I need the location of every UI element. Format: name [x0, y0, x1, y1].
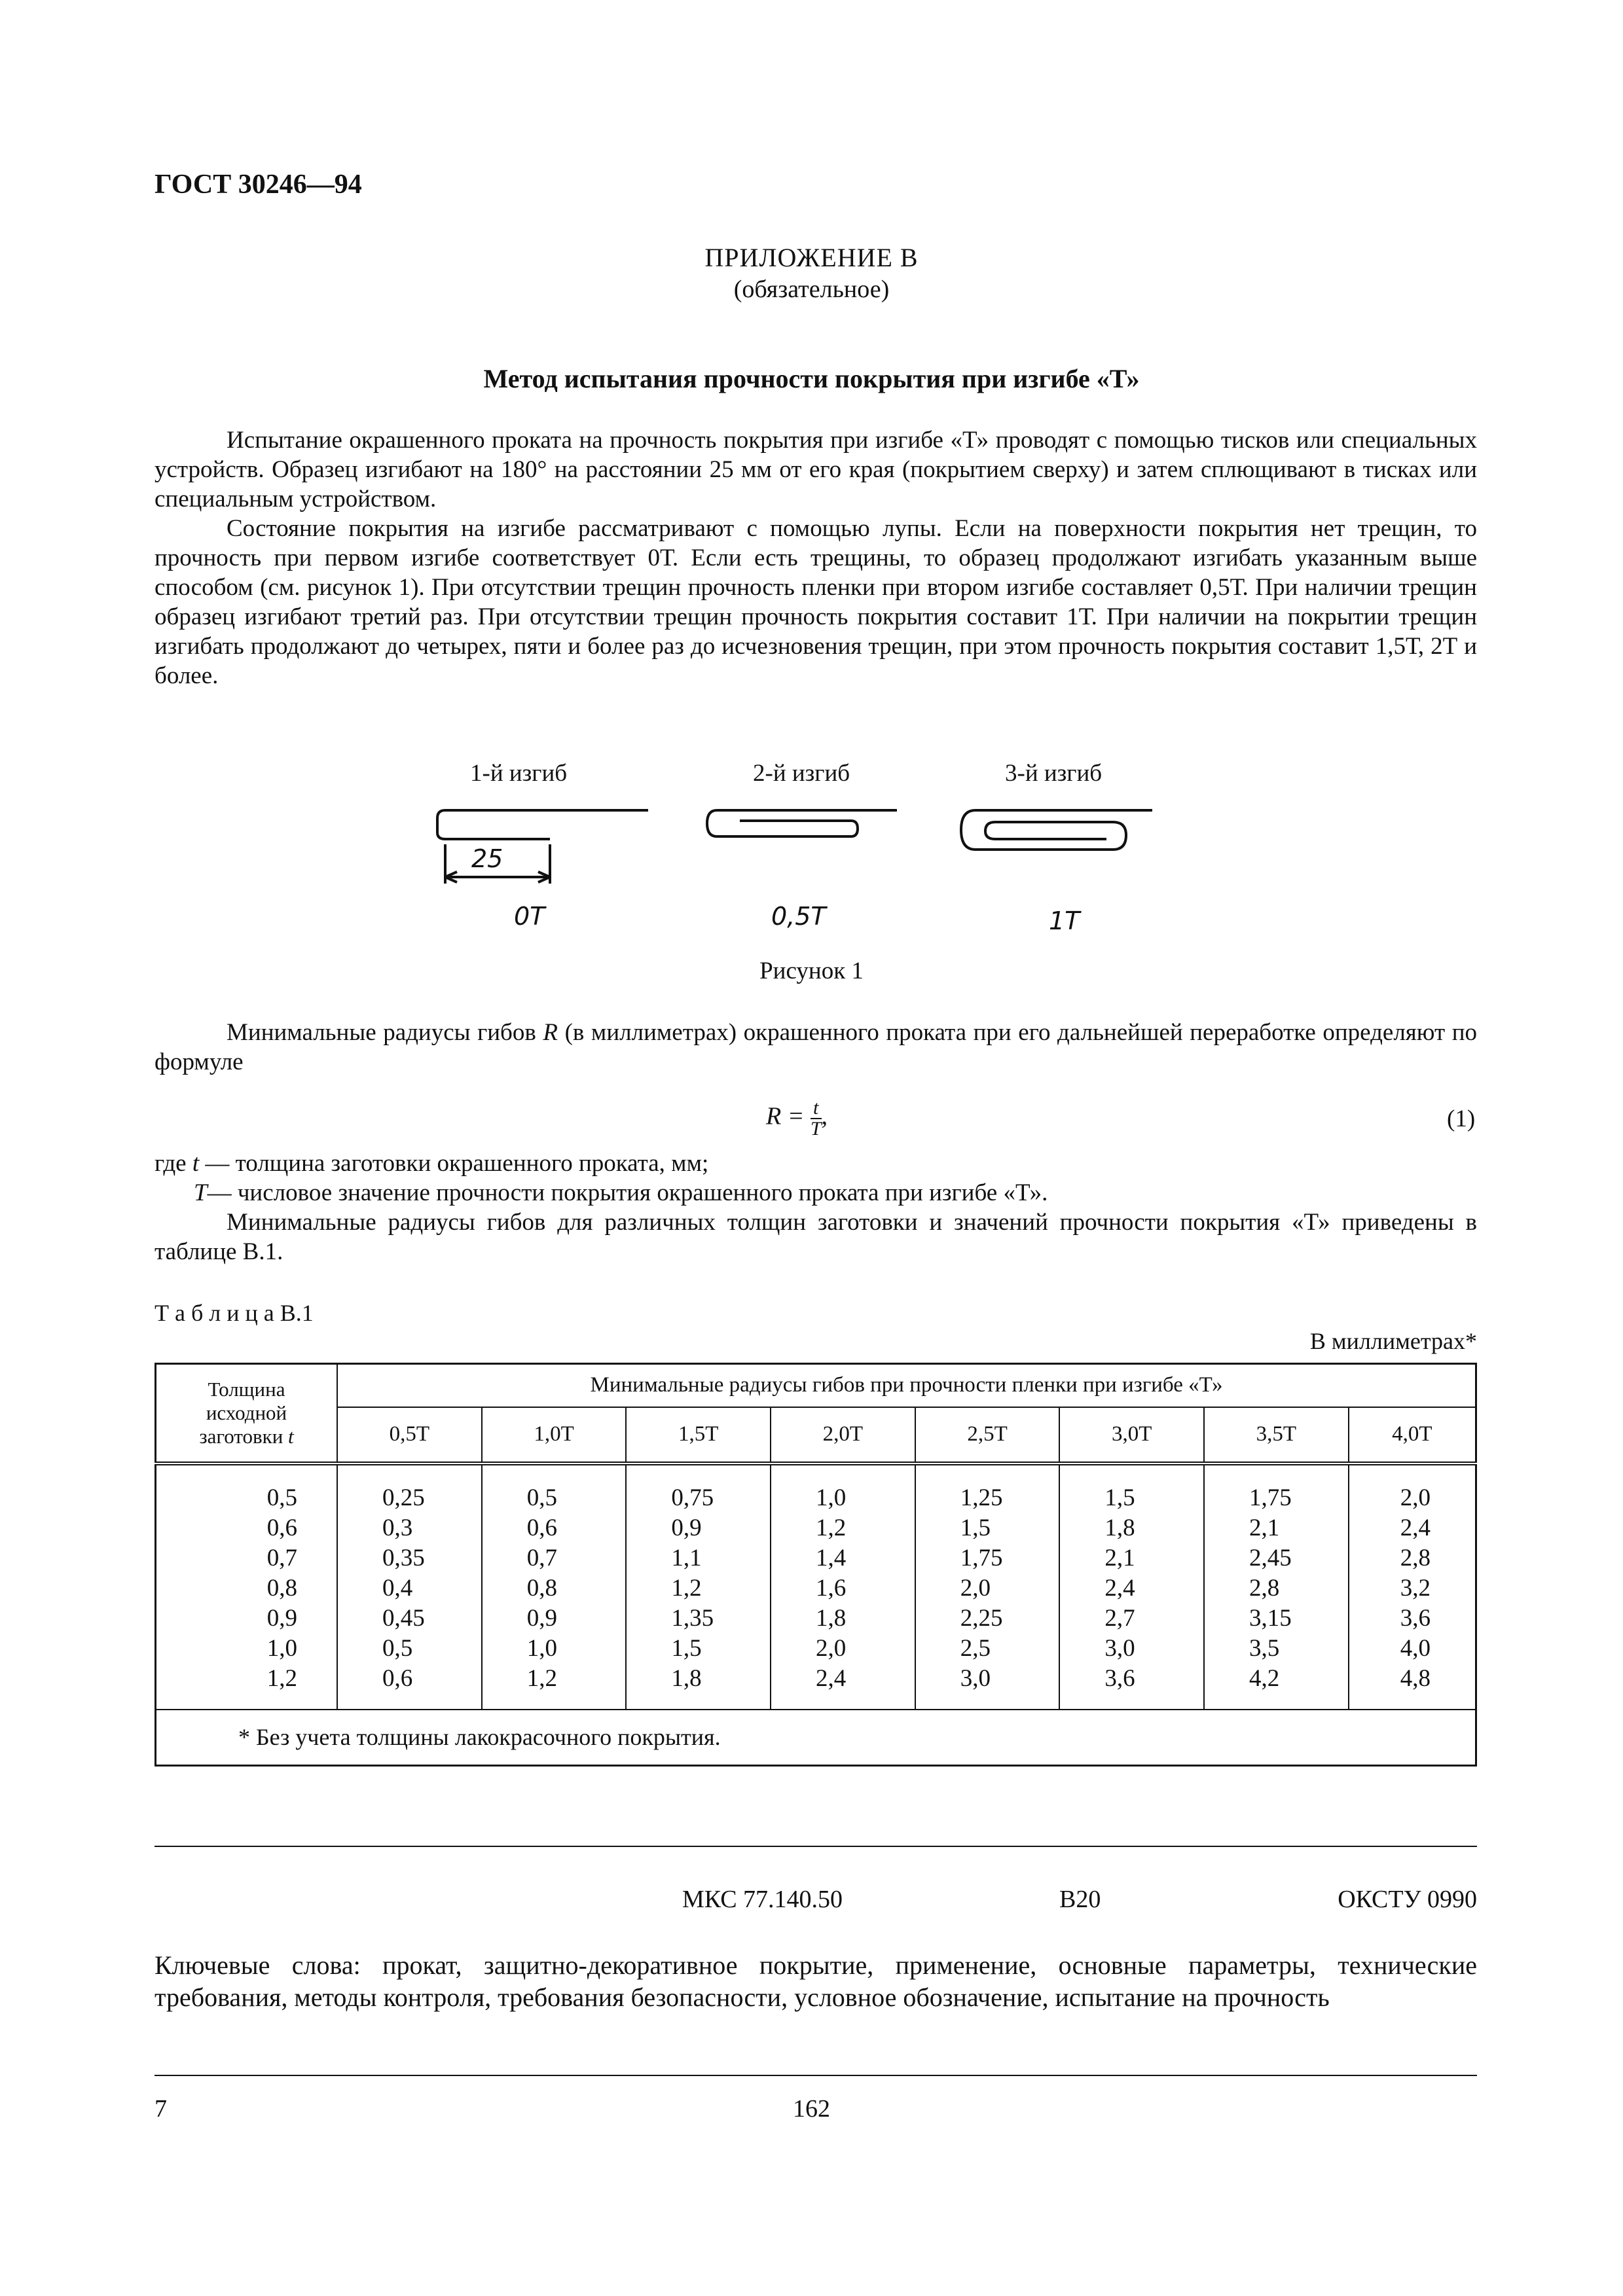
- radius-cell: 1,5: [1059, 1463, 1204, 1513]
- radius-cell: 1,5: [915, 1513, 1060, 1543]
- radius-cell: 2,1: [1059, 1543, 1204, 1573]
- thickness-cell: 0,7: [156, 1543, 338, 1573]
- table-row: [156, 1634, 1476, 1664]
- table-row: [156, 1463, 1476, 1513]
- radius-cell: 4,8: [1400, 1664, 1431, 1692]
- radius-cell: 2,5: [915, 1634, 1060, 1664]
- page-number-center: 162: [793, 2095, 830, 2123]
- keywords: Ключевые слова: прокат, защитно-декоративное покрытие, применение, основные параметры, технические требования, методы контроля, требования безопасности, условное обозначение, испытание на прочность: [155, 1950, 1477, 2012]
- radius-cell: 1,5: [626, 1634, 771, 1664]
- radius-cell: 1,8: [626, 1664, 771, 1710]
- column-header: 2,0Т: [771, 1407, 915, 1463]
- radius-cell: 1,35: [626, 1604, 771, 1634]
- table-units: В миллиметрах*: [1309, 1328, 1477, 1354]
- formula-number: (1): [1447, 1105, 1476, 1132]
- bend-2-label: 2-й изгиб: [753, 760, 850, 787]
- radius-cell: 1,0: [482, 1634, 627, 1664]
- radius-cell: 2,7: [1059, 1604, 1204, 1634]
- formula-legend: где t — толщина заготовки окрашенного проката, мм; T— числовое значение прочности покрытия окрашенного проката при изгибе «Т». Минимальные радиусы гибов для различных толщин заготовки и значений прочности покрытия «Т» приведены в таблице В.1.: [155, 1150, 1477, 1265]
- thickness-cell: 0,9: [156, 1604, 338, 1634]
- radius-cell: 2,0: [771, 1634, 915, 1664]
- radius-cell: 0,3: [337, 1513, 482, 1543]
- radius-cell: 2,4: [1400, 1514, 1431, 1541]
- paragraph-1: Испытание окрашенного проката на прочность покрытия при изгибе «Т» проводят с помощью тисков или специальных устройств. Образец изгибают на 180° на расстоянии 25 мм от его края (покрытием сверху) и затем сплющивают в тисках или специальным устройством.: [155, 427, 1477, 512]
- bend-2-drawing: [707, 810, 897, 836]
- table-row: [156, 1604, 1476, 1634]
- column-header: 3,5Т: [1204, 1407, 1349, 1463]
- figure-caption: Рисунок 1: [759, 958, 864, 984]
- thickness-cell: 0,5: [156, 1463, 338, 1513]
- thickness-cell: 1,0: [156, 1634, 338, 1664]
- radius-cell: 0,6: [482, 1513, 627, 1543]
- radius-cell: 0,35: [337, 1543, 482, 1573]
- table-footnote: * Без учета толщины лакокрасочного покрытия.: [156, 1710, 1476, 1766]
- table-row: [156, 1664, 1476, 1710]
- radius-cell: 1,6: [771, 1573, 915, 1604]
- bend-3-value: 1T: [1049, 906, 1080, 935]
- formula-lhs: R =: [766, 1102, 805, 1130]
- table-reference: Минимальные радиусы гибов для различных толщин заготовки и значений прочности покрытия «Т» приведены в таблице В.1.: [155, 1209, 1477, 1265]
- radius-cell: 1,1: [626, 1543, 771, 1573]
- radius-cell: 2,4: [1059, 1573, 1204, 1604]
- bend-figure: [432, 798, 1178, 897]
- radius-cell: 2,0: [1400, 1484, 1431, 1511]
- bend-2-value: 0,5T: [771, 902, 826, 931]
- bend-3-label: 3-й изгиб: [1005, 760, 1103, 787]
- radius-cell: 0,7: [482, 1543, 627, 1573]
- radius-cell: 0,6: [337, 1664, 482, 1710]
- column-header: 2,5Т: [915, 1407, 1060, 1463]
- radius-cell: 1,75: [915, 1543, 1060, 1573]
- radius-cell: 2,0: [915, 1573, 1060, 1604]
- radius-cell: 1,25: [915, 1463, 1060, 1513]
- bend-1-label: 1-й изгиб: [470, 760, 568, 787]
- group-code: В20: [1059, 1886, 1101, 1913]
- mks-code: МКС 77.140.50: [682, 1886, 843, 1913]
- formula-fraction: $\frac{t}{T}$: [810, 1097, 822, 1139]
- column-header: 3,0Т: [1059, 1407, 1204, 1463]
- radius-cell: 1,8: [1059, 1513, 1204, 1543]
- radius-cell: 0,5: [482, 1463, 627, 1513]
- document-code: ГОСТ 30246—94: [155, 170, 362, 200]
- divider-top: [155, 1846, 1477, 1847]
- radius-cell: 0,9: [626, 1513, 771, 1543]
- radius-cell: 4,0: [1400, 1634, 1431, 1662]
- thickness-cell: 0,8: [156, 1573, 338, 1604]
- column-header: 1,5Т: [626, 1407, 771, 1463]
- radius-cell: 0,4: [337, 1573, 482, 1604]
- radius-cell: 3,2: [1400, 1574, 1431, 1602]
- radius-cell: 2,1: [1204, 1513, 1349, 1543]
- appendix-status: (обязательное): [733, 276, 890, 303]
- radius-cell: 3,5: [1204, 1634, 1349, 1664]
- radius-cell: 0,45: [337, 1604, 482, 1634]
- radius-cell: 1,75: [1204, 1463, 1349, 1513]
- radius-cell: 1,2: [626, 1573, 771, 1604]
- section-title: Метод испытания прочности покрытия при изгибе «Т»: [483, 364, 1140, 393]
- radius-cell: 2,45: [1204, 1543, 1349, 1573]
- bend-1-drawing: [437, 810, 648, 884]
- radius-cell: 2,25: [915, 1604, 1060, 1634]
- divider-bottom: [155, 2075, 1477, 2076]
- bend-1-value: 0T: [514, 902, 545, 931]
- radius-cell: 2,8: [1400, 1544, 1431, 1571]
- radius-cell: 1,4: [771, 1543, 915, 1573]
- radius-cell: 0,25: [337, 1463, 482, 1513]
- table-row: [156, 1513, 1476, 1543]
- radius-cell: 2,4: [771, 1664, 915, 1710]
- radius-cell: 3,0: [1059, 1634, 1204, 1664]
- stub-header: Толщина исходной заготовки t: [156, 1364, 338, 1463]
- radius-cell: 3,6: [1400, 1604, 1431, 1632]
- formula: R = $\frac{t}{T}$ ,: [766, 1097, 828, 1139]
- radius-cell: 0,9: [482, 1604, 627, 1634]
- radius-cell: 1,8: [771, 1604, 915, 1634]
- bend-3-drawing: [961, 810, 1152, 850]
- body-text: [155, 425, 1477, 691]
- var-R: R: [543, 1019, 558, 1046]
- column-header: 0,5Т: [337, 1407, 482, 1463]
- radius-cell: 1,2: [771, 1513, 915, 1543]
- thickness-cell: 1,2: [156, 1664, 338, 1710]
- table-row: [156, 1543, 1476, 1573]
- paragraph-2: Состояние покрытия на изгибе рассматривают с помощью лупы. Если на поверхности покрытия нет трещин, то прочность при первом изгибе соответствует 0Т. Если есть трещины, то образец продолжают изгибать указанным выше способом (см. рисунок 1). При отсутствии трещин прочность пленки при втором изгибе составляет 0,5Т. При наличии трещин образец изгибают третий раз. При отсутствии трещин прочность покрытия составит 1Т. При наличии на покрытии трещин изгибать продолжают до четырех, пяти и более раз до исчезновения трещин, при этом прочность покрытия составит 1,5Т, 2Т и более.: [155, 515, 1477, 689]
- radius-cell: 0,8: [482, 1573, 627, 1604]
- radius-cell: 0,5: [337, 1634, 482, 1664]
- radius-cell: 3,6: [1059, 1664, 1204, 1710]
- page-number-left: 7: [155, 2095, 167, 2123]
- thickness-cell: 0,6: [156, 1513, 338, 1543]
- radius-cell: 0,75: [626, 1463, 771, 1513]
- radius-cell: 3,15: [1204, 1604, 1349, 1634]
- dimension-25: 25: [471, 844, 503, 873]
- radius-cell: 1,2: [482, 1664, 627, 1710]
- group-header: Минимальные радиусы гибов при прочности пленки при изгибе «Т»: [337, 1364, 1476, 1407]
- column-header: 4,0Т: [1349, 1407, 1476, 1463]
- radius-cell: 2,8: [1204, 1573, 1349, 1604]
- table-caption: Т а б л и ц а В.1: [155, 1300, 314, 1326]
- table-b1: [155, 1363, 1477, 1767]
- radius-cell: 1,0: [771, 1463, 915, 1513]
- radius-cell: 4,2: [1204, 1664, 1349, 1710]
- appendix-title: ПРИЛОЖЕНИЕ В: [704, 243, 919, 272]
- radius-cell: 3,0: [915, 1664, 1060, 1710]
- table-row: [156, 1573, 1476, 1604]
- column-header: 1,0Т: [482, 1407, 627, 1463]
- formula-intro: Минимальные радиусы гибов R (в миллиметрах) окрашенного проката при его дальнейшей переработке определяют по формуле: [155, 1019, 1477, 1075]
- okstu-code: ОКСТУ 0990: [1338, 1886, 1477, 1913]
